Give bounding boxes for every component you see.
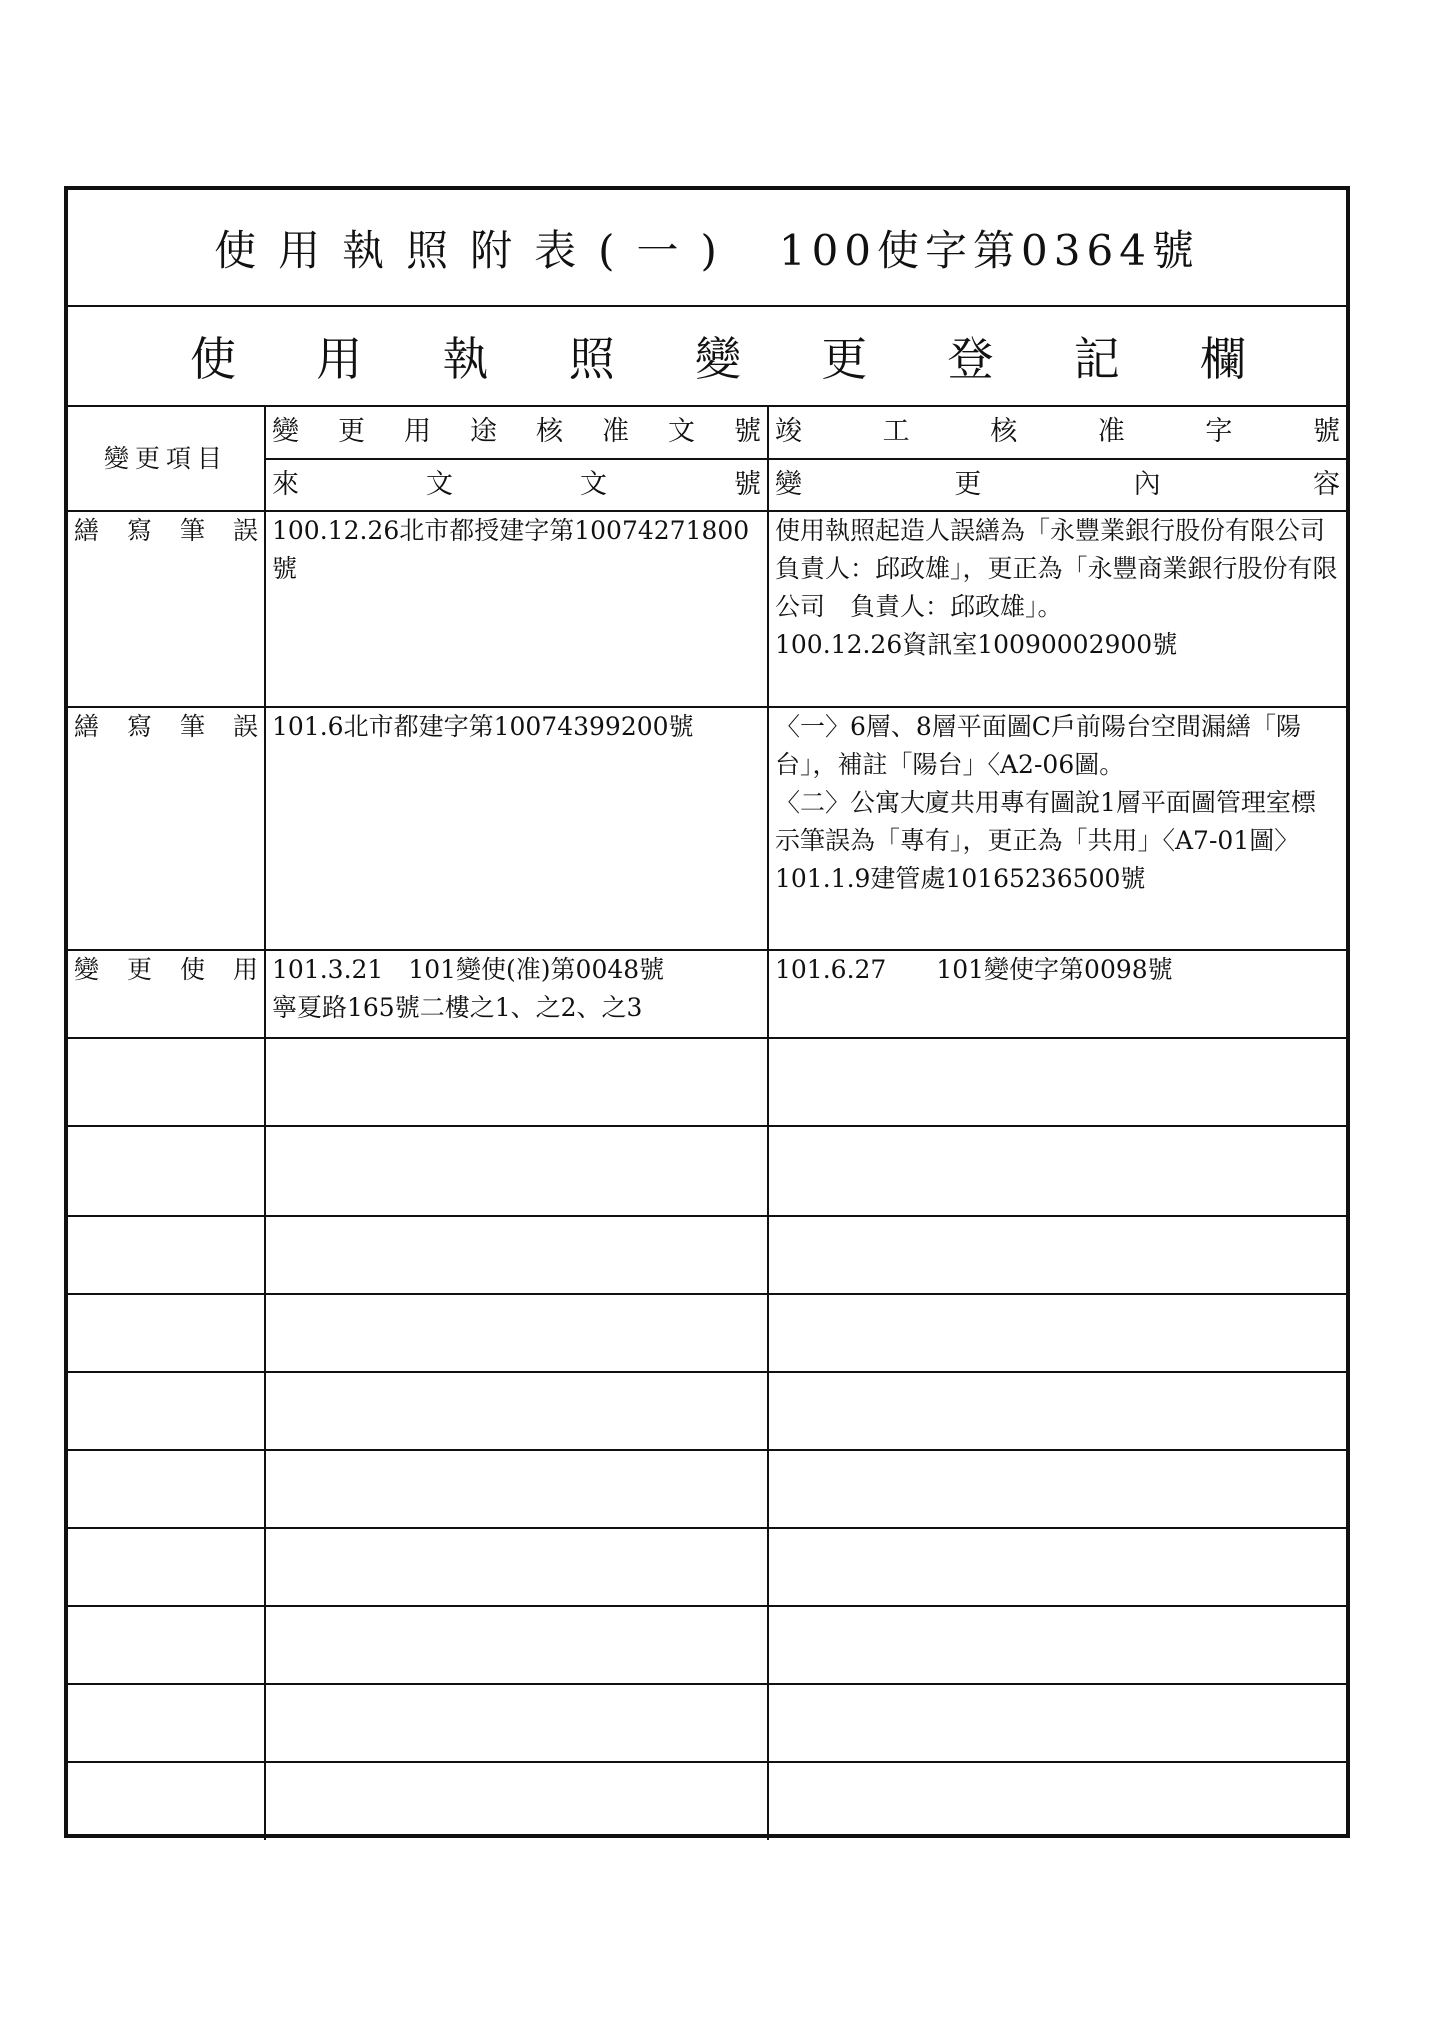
- blank-cell: [768, 1038, 1346, 1126]
- blank-cell: [68, 1294, 265, 1372]
- header-row-1: [68, 407, 1346, 459]
- blank-cell: [68, 1762, 265, 1840]
- row-item-label: 繕 寫 筆 誤: [74, 516, 258, 545]
- blank-cell: [768, 1606, 1346, 1684]
- blank-cell: [768, 1528, 1346, 1606]
- change-register-table: [68, 407, 1346, 1840]
- table-row: [68, 707, 1346, 950]
- row-content: 〈一〉6層、8層平面圖C戶前陽台空間漏繕「陽台」，補註「陽台」〈A2-06圖。 〈二〉公寓大廈共用專有圖說1層平面圖管理室標示筆誤為「專有」，更正為「共用」〈A7-01圖〉 101.1.9建管處10165236500號: [768, 707, 1346, 950]
- blank-row: [68, 1216, 1346, 1294]
- blank-cell: [768, 1372, 1346, 1450]
- blank-row: [68, 1606, 1346, 1684]
- blank-cell: [265, 1126, 768, 1216]
- blank-cell: [768, 1216, 1346, 1294]
- blank-cell: [768, 1450, 1346, 1528]
- blank-row: [68, 1294, 1346, 1372]
- table-row: [68, 950, 1346, 1038]
- blank-cell: [768, 1762, 1346, 1840]
- blank-cell: [68, 1450, 265, 1528]
- blank-cell: [768, 1294, 1346, 1372]
- blank-cell: [68, 1528, 265, 1606]
- row-item: [68, 707, 265, 950]
- header-approval-no: 變 更 用 途 核 准 文 號: [265, 407, 768, 459]
- row-doc-no: 101.3.21 101變使(准)第0048號 寧夏路165號二樓之1、之2、之3: [265, 950, 768, 1038]
- blank-cell: [68, 1126, 265, 1216]
- title-main: 使用執照附表(一): [214, 225, 739, 275]
- header-change-content: 變 更 內 容: [768, 459, 1346, 511]
- row-item-label: 變 更 使 用: [74, 955, 258, 984]
- row-item: [68, 511, 265, 707]
- header-completion-no: 竣 工 核 准 字 號: [768, 407, 1346, 459]
- blank-cell: [265, 1038, 768, 1126]
- blank-cell: [265, 1528, 768, 1606]
- row-content: 使用執照起造人誤繕為「永豐業銀行股份有限公司 負責人：邱政雄」，更正為「永豐商業銀行股份有限公司 負責人：邱政雄」。 100.12.26資訊室10090002900號: [768, 511, 1346, 707]
- row-content: 101.6.27 101變使字第0098號: [768, 950, 1346, 1038]
- blank-cell: [265, 1762, 768, 1840]
- header-incoming-no: 來 文 文 號: [265, 459, 768, 511]
- row-item-label: 繕 寫 筆 誤: [74, 712, 258, 741]
- blank-row: [68, 1450, 1346, 1528]
- blank-row: [68, 1528, 1346, 1606]
- permit-sheet: [64, 186, 1350, 1838]
- row-doc-no: 100.12.26北市都授建字第10074271800號: [265, 511, 768, 707]
- blank-row: [68, 1372, 1346, 1450]
- blank-row: [68, 1762, 1346, 1840]
- blank-cell: [768, 1684, 1346, 1762]
- document-title: [68, 190, 1346, 307]
- blank-cell: [768, 1126, 1346, 1216]
- blank-cell: [68, 1216, 265, 1294]
- header-item: 變更項目: [68, 407, 265, 511]
- blank-cell: [265, 1372, 768, 1450]
- blank-cell: [68, 1038, 265, 1126]
- blank-cell: [265, 1216, 768, 1294]
- section-subtitle: 使 用 執 照 變 更 登 記 欄: [68, 307, 1346, 407]
- blank-row: [68, 1038, 1346, 1126]
- blank-cell: [68, 1372, 265, 1450]
- row-item: [68, 950, 265, 1038]
- blank-row: [68, 1684, 1346, 1762]
- row-doc-no: 101.6北市都建字第10074399200號: [265, 707, 768, 950]
- blank-cell: [68, 1606, 265, 1684]
- blank-cell: [265, 1450, 768, 1528]
- blank-row: [68, 1126, 1346, 1216]
- blank-cell: [265, 1684, 768, 1762]
- table-row: [68, 511, 1346, 707]
- blank-cell: [265, 1606, 768, 1684]
- blank-cell: [68, 1684, 265, 1762]
- blank-cell: [265, 1294, 768, 1372]
- title-number: 100使字第0364號: [778, 225, 1200, 275]
